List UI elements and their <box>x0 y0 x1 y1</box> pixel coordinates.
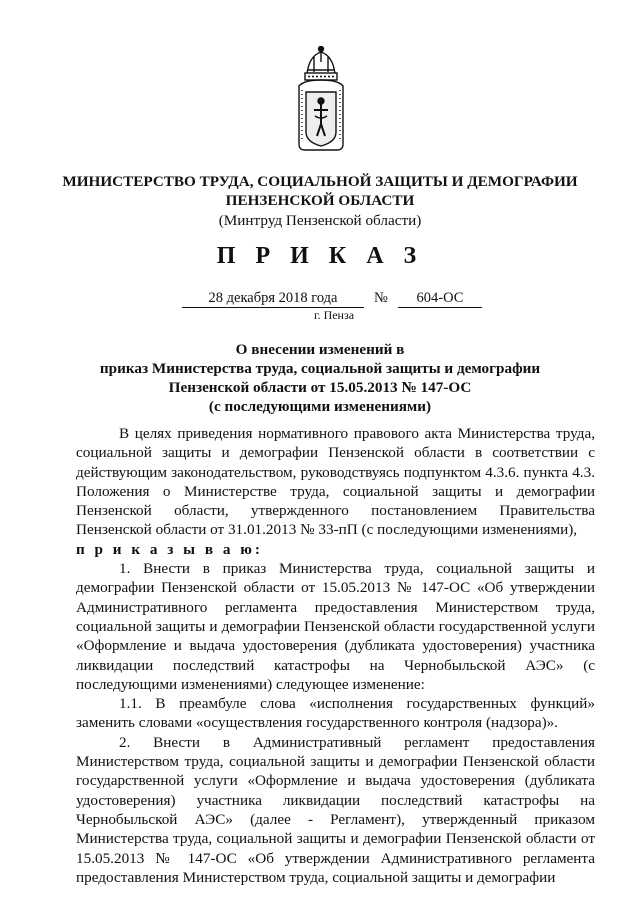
issue-city: г. Пенза <box>314 308 355 322</box>
order-word: п р и к а з ы в а ю <box>76 540 255 558</box>
order-number: 604-ОС <box>398 289 482 308</box>
order-subject <box>70 340 570 416</box>
preamble-text: В целях приведения нормативного правового акта Министерства труда, социальной защиты и демографии Пензенской области в соответствии с действующим законодательством, руководствуясь подпунктом 4.3.6. пункта 4.3. Положения о Министерстве труда, социальной защиты и демографии Пензенской области, утвержденного постановлением Правительства Пензенской области от 31.01.2013 № 33-пП (с последующими изменениями), <box>76 425 595 539</box>
ministry-short-name: (Минтруд Пензенской области) <box>218 212 422 229</box>
ministry-title-line1: МИНИСТЕРСТВО ТРУДА, СОЦИАЛЬНОЙ ЗАЩИТЫ И ДЕМОГРАФИИ <box>62 173 578 190</box>
subject-line1: О внесении изменений в <box>235 341 405 358</box>
order-body <box>76 424 595 887</box>
item-2-paragraph: 2. Внести в Административный регламент предоставления Министерством труда, социальной защиты и демографии Пензенской области государственной услуги «Оформление и выдача удостоверения (дубликата удостоверения) участника ликвидации последствий катастрофы на Чернобыльской АЭС» (далее - Регламент), утвержденный приказом Министерства труда, социальной защиты и демографии Пензенской области от 15.05.2013 № 147-ОС «Об утверждении Административного регламента предоставления Министерством труда, социальной защиты и демографии <box>76 733 595 886</box>
item-1-paragraph: 1. Внести в приказ Министерства труда, социальной защиты и демографии Пензенской области от 15.05.2013 № 147-ОС «Об утверждении Административного регламента предоставления Министерством труда, социальной защиты и демографии Пензенской области государственной услуги «Оформление и выдача удостоверения (дубликата удостоверения) участника ликвидации последствий катастрофы на Чернобыльской АЭС» (с последующими изменениями) следующее изменение: <box>76 560 595 693</box>
item-1-1-paragraph: 1.1. В преамбуле слова «исполнения государственных функций» заменить словами «осуществления государственного контроля (надзора)». <box>76 695 595 732</box>
coat-of-arms-icon <box>296 46 346 156</box>
number-sign: № <box>374 290 388 306</box>
ministry-title <box>40 172 600 210</box>
document-type-heading: П Р И К А З <box>216 243 424 269</box>
preamble-paragraph <box>76 424 595 559</box>
order-colon: : <box>254 540 260 558</box>
subject-line3: Пензенской области от 15.05.2013 № 147-ОС <box>168 379 472 396</box>
ministry-title-line2: ПЕНЗЕНСКОЙ ОБЛАСТИ <box>225 192 415 209</box>
subject-line2: приказ Министерства труда, социальной защиты и демографии <box>99 360 541 377</box>
subject-line4: (с последующими изменениями) <box>208 398 432 415</box>
order-date: 28 декабря 2018 года <box>182 289 364 308</box>
